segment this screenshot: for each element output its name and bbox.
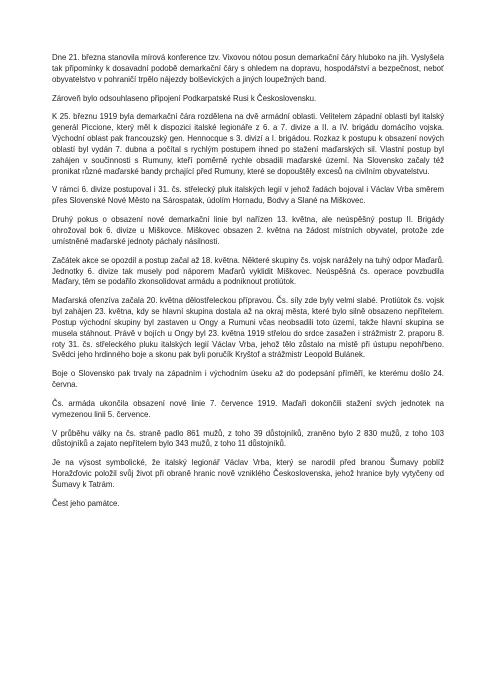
paragraph-symbolic: Je na výsost symbolické, že italský legionář Václav Vrba, který se narodil před branou Šumavy poblíž Horažďovic položil svůj život při obraně hranic nově vzniklého Československa, jehož hranice byly vytyčeny od Šumavy k Tatrám. [52, 458, 444, 489]
paragraph-second-attempt: Druhý pokus o obsazení nové demarkační linie byl nařízen 13. května, ale neúspěšný postup II. Brigády ohrožoval bok 6. divize u Miškovce. Miškovec obsazen 2. května na žádost místních obyvatel, protože zde umístněné maďarské jednoty páchaly násilnosti. [52, 215, 444, 246]
paragraph-honor: Čest jeho památce. [52, 498, 120, 508]
paragraph-vix-note: Dne 21. března stanovila mírová konference tzv. Vixovou nótou posun demarkační čáry hluboko na jih. Vyslyšela tak připomínky k dosavadní podobě demarkační čáry s ohledem na dopravu, hospodářství a bezpečnost, neboť obyvatelstvo v pohraničí trpělo nájezdy bolševických a jiných loupežných band. [52, 53, 444, 84]
paragraph-army-areas: K 25. březnu 1919 byla demarkační čára rozdělena na dvě armádní oblasti. Velitelem západní oblasti byl italský generál Piccione, který měl k dispozici italské legionáře z 6. a 7. divize a II. a IV. brigádu domácího vojska. Východní oblast pak francouzský gen. Hennocque s 3. divizí a I. brigádou. Rozkaz k postupu k obsazení nových oblastí byl vydán 7. dubna a počítal s rychlým postupem ihned po stažení maďarských sil. Vlastní postup byl zahájen v součinnosti s Rumuny, kteří poměrně rychle obsadili maďarské území. Na Slovensko začaly též pronikat různé maďarské bandy prchající před Rumuny, které se dopouštěly excesů na civilním obyvatelstvu. [52, 112, 444, 176]
paragraph-6th-division: V rámci 6. divize postupoval i 31. čs. střelecký pluk italských legií v jehož řadách bojoval i Václav Vrba směrem přes Slovenské Nové Město na Sárospatak, údolím Hornadu, Bodvy a Slané na Miškovec. [52, 185, 444, 206]
paragraph-hungarian-offensive: Maďarská ofenzíva začala 20. května dělostřeleckou přípravou. Čs. síly zde byly velmi slabé. Protiútok čs. vojsk byl zahájen 23. května, kdy se hlavní skupina dostala až na okraj města, které bylo silně obsazeno nepřítelem. Postup východní skupiny byl zastaven u Ongy a Rumuni včas neobsadili toto území, takže hlavní skupina se musela stáhnout. Právě v bojích u Ongy byl 23. května 1919 střelou do srdce zasažen i strážmistr 2. praporu 8. roty 31. čs. střeleckého pluku italských legií Václav Vrba, jehož tělo zůstalo na místě při ústupu nepohřbeno. Svědci jeho hrdinného boje a skonu pak byli poručík Kryštof a strážmistr Leopold Bulánek. [52, 296, 444, 360]
paragraph-armistice: Boje o Slovensko pak trvaly na západním i východním úseku až do podepsání příměří, ke kterému došlo 24. června. [52, 369, 444, 390]
paragraph-new-line: Čs. armáda ukončila obsazení nové linie 7. července 1919. Maďaři dokončili stažení svých jednotek na vymezenou linii 5. července. [52, 398, 444, 419]
paragraph-subcarpathian-rus: Zároveň bylo odsouhlaseno připojení Podkarpatské Rusi k Československu. [52, 93, 317, 103]
document-body [52, 53, 444, 518]
paragraph-casualties: V průběhu války na čs. straně padlo 861 mužů, z toho 39 důstojníků, zraněno bylo 2 830 mužů, z toho 103 důstojníků a zajato nepřítelem bylo 343 mužů, z toho 11 důstojníků. [52, 428, 444, 449]
paragraph-delayed-start: Začátek akce se opozdil a postup začal až 18. května. Některé skupiny čs. vojsk narážely na tuhý odpor Maďarů. Jednotky 6. divize tak musely pod náporem Maďarů vyklidit Miškovec. Neúspěšná čs. operace povzbudila Maďary, těm se podařilo zkonsolidovat armádu a podniknout protiútok. [52, 255, 444, 287]
